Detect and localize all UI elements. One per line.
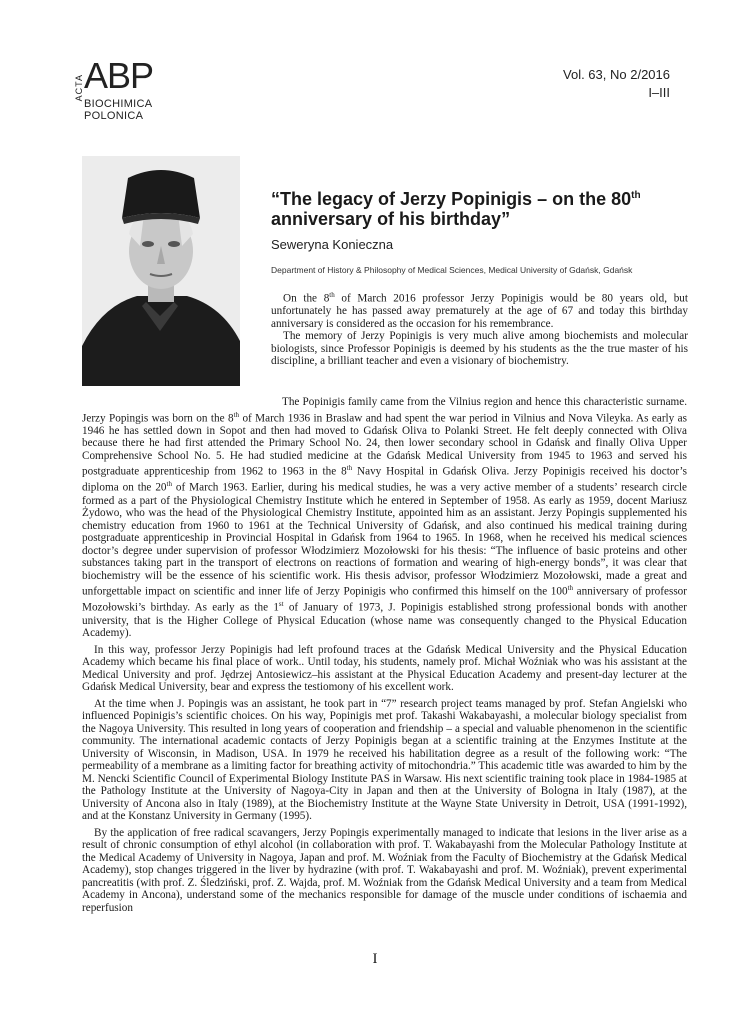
logo-biochimica: BIOCHIMICA	[84, 98, 153, 110]
page-number: I	[372, 951, 378, 967]
title-text-1: “The legacy of Jerzy Popinigis – on the 80	[271, 189, 632, 209]
logo-abp: ABP	[84, 55, 154, 96]
portrait-illustration	[82, 156, 240, 386]
body-p1-a: The Popinigis family came from the Vilnius region and hence this characteristic surname. Jerzy Popingis was born on the 8	[82, 396, 687, 425]
body-p1-sup1: th	[233, 410, 240, 419]
body-text	[82, 396, 687, 918]
body-p1-e: anniversary of professor Mozołowski’s birthday. As early as the 1	[82, 585, 687, 615]
body-p1-d: of March 1963. Earlier, during his medical studies, he was a very active member of a students’ research circle formed as a part of the Physiological Chemistry Institute which he entered in September of 1958. As early as 1959, docent Mariusz Żydowo, who was the head of the Physiological Chemistry Institute, appointed him as an assistant. Jerzy Popingis supplemented his chemistry education from 1960 to 1961 at the Technical University of Gdańsk, and also continued his medical training during postgraduate apprenticeship in Provincial Hospital in Gdańsk from 1964 to 1965. In 1968, when he received his medical sciences doctor’s degree under supervision of professor Włodzimierz Mozołowski for his thesis: “The influence of basic proteins and other substances taking part in the transport of electrons on reactions of formation and wearing of high-energy bonds”, it was clear that biochemistry will be the essence of his scientific work. His thesis advisor, professor Włodzimierz Mozołowski, made a great and unforgettable impact on scientific and inner life of Jerzy Popinigis who confirmed this himself on the 100	[82, 482, 687, 598]
body-paragraph-2: In this way, professor Jerzy Popinigis had left profound traces at the Gdańsk Medical University and the Physical Education Academy which became his final place of work.. Until today, his students, namely prof. Michał Woźniak who was his assistant at the Medical University and prof. Jędrzej Antosiewicz–his assistant at the Physical Education Academy and present-day lecturer at the Gdańsk Medical University, bear and express the testiomony of his excellent work.	[82, 643, 687, 694]
body-p1-sup4: th	[567, 584, 574, 593]
intro-text	[271, 289, 688, 368]
title-superscript: th	[631, 190, 641, 201]
intro-paragraph-2: The memory of Jerzy Popinigis is very much alive among biochemists and molecular biologists, since Professor Popinigis is deemed by his students as the the true master of his discipline, a brilliant teacher and even a visionary of biochemistry.	[271, 330, 688, 368]
body-paragraph-3: At the time when J. Popingis was an assistant, he took part in “7” research project teams managed by prof. Stefan Angielski who influenced Popinigis’s scientific choices. On his way, Popinigis met prof. Takashi Wakabayashi, a molecular biology specialist from the Nagoya University. This resulted in long years of cooperation and friendship – a special and valuable phenomenon in the scientific community. The international academic contacts of Jerzy Popinigis began at a scientific training at the Enzymes Institute at the University of Wisconsin, in Madison, USA. In 1979 he received his habilitation degree as a result of the following work: “The permeability of a membrane as a limiting factor for breathing activity of mitochondria.” This academic title was awarded to him by the M. Nencki Scientific Council of Experimental Biology Institute PAS in Warsaw. His next scientific training took place in 1984-1985 at the Pathology Institute at the University of Nagoya-City in Japan and then at the University of Bologna in Italy (1987), at the University of Ancona also in Italy (1989), at the Biochemistry Institute at the Wayne State University in Detroit, USA (1991-1992), and at the Konstanz University in Germany (1995).	[82, 697, 687, 823]
body-p1-sup3: th	[166, 480, 172, 489]
author-affiliation: Department of History & Philosophy of Medical Sciences, Medical University of Gdańsk, Gdańsk	[271, 265, 633, 275]
volume-number: Vol. 63, No 2/2016	[563, 67, 670, 82]
intro-p1-b: of March 2016 professor Jerzy Popinigis would be 80 years old, but unfortunately he has passed away prematurely at the age of 67 and today this birthday anniversary is considered as the occasion for his remembrance.	[271, 292, 688, 330]
body-p1-sup2: th	[346, 464, 353, 473]
page-range: I–III	[648, 85, 670, 100]
body-p1-f: of January of 1973, J. Popinigis established strong professional bonds with another university, that is the Higher College of Physical Education (whose name was consequently changed to the Physical Education Academy).	[82, 602, 687, 640]
article-title	[271, 186, 691, 229]
body-p1-sup5: st	[278, 600, 284, 609]
intro-paragraph-1	[271, 289, 688, 330]
title-text-2: anniversary of his birthday”	[271, 209, 511, 229]
body-p1-c: Navy Hospital in Gdańsk Oliva. Jerzy Popinigis received his doctor’s diploma on the 20	[82, 465, 687, 495]
portrait-photo	[82, 156, 240, 386]
intro-p1-sup: th	[329, 291, 335, 299]
body-paragraph-4: By the application of free radical scavangers, Jerzy Popingis experimentally managed to indicate that lesions in the liver arise as a result of chronic consumption of ethyl alcohol (in collaboration with prof. T. Wakabayashi from the Molecular Pathology Institute at the Medical Academy of University in Nagoya, Japan and prof. M. Woźniak from the Faculty of Biochemistry at the Gdańsk Medical Academy), stop changes triggered in the liver by hydrazine (with prof. T. Wakabayashi and prof. M. Woźniak), prevent experimental pancreatitis (with prof. Z. Śledziński, prof. Z. Wajda, prof. M. Woźniak from the Gdańsk Medical University and a team from Medical Academy in Ancona), understand some of the mechanics responsible for damage of the muscle under conditions of ischaemia and reperfusion	[82, 826, 687, 914]
body-paragraph-1	[82, 396, 687, 640]
logo-acta: ACTA	[74, 74, 84, 102]
author-name: Seweryna Konieczna	[271, 237, 394, 252]
intro-p1-a: On the 8	[283, 292, 330, 305]
volume-info	[563, 66, 670, 102]
journal-logo	[74, 55, 184, 132]
body-p1-b: of March 1936 in Braslaw and had spent the war period in Vilnius and Nova Vileyka. As early as 1946 he has settled down in Sopot and then had moved to Gdańsk Oliva to Polanki Street. He felt deeply connected with Oliva because there he had first attended the Primary School No. 24, then lower secondary school in Gdańsk and finally Oliva Upper Comprehensive School No. 5. He had studied medicine at the Gdańsk Medical University from 1945 to 1963 and served his postgraduate apprenticeship from 1962 to 1963 in the 8	[82, 412, 687, 478]
logo-polonica: POLONICA	[84, 110, 144, 122]
